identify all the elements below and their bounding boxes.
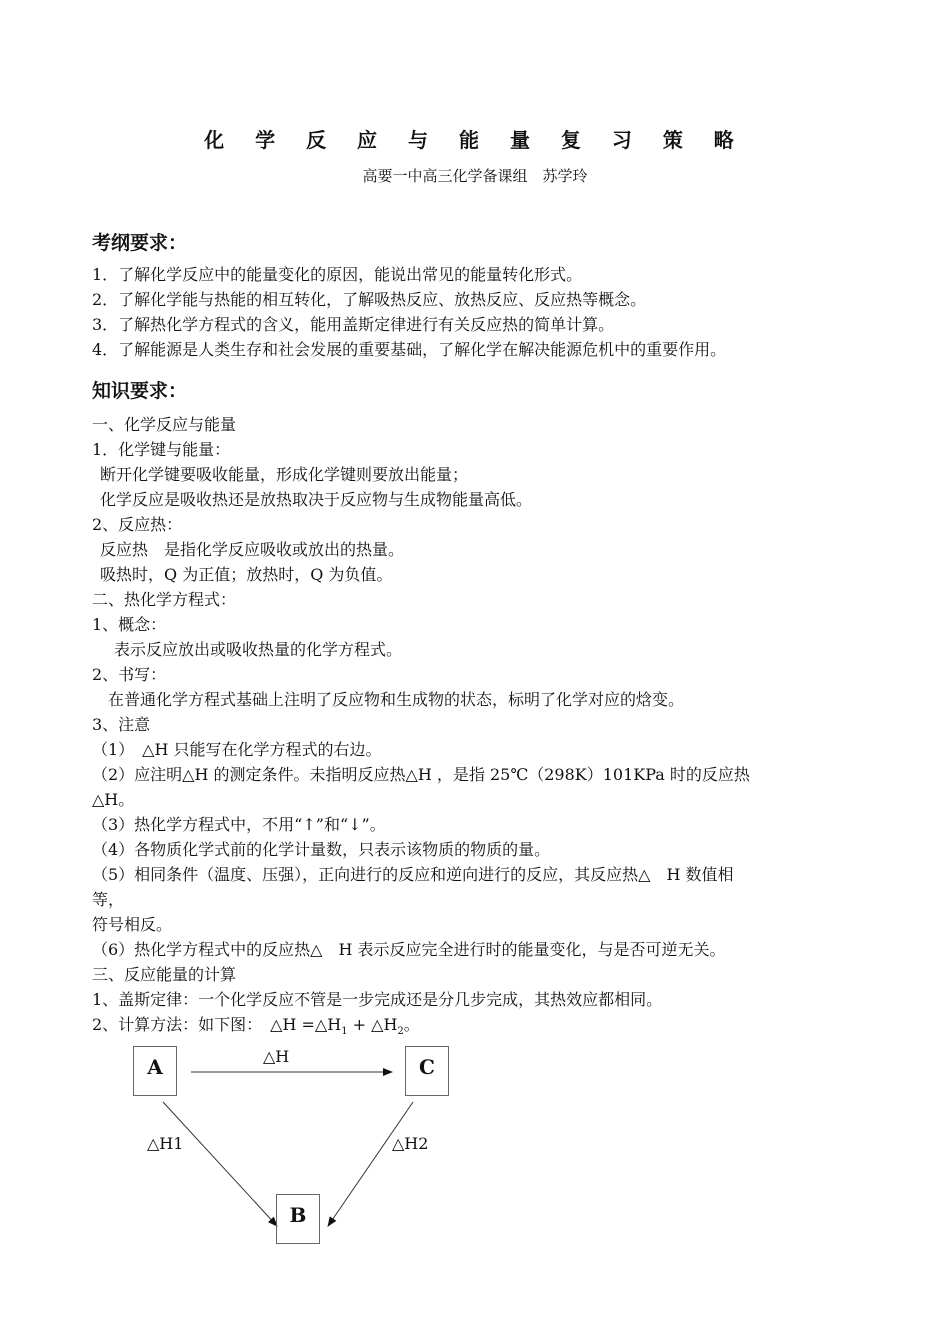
kaogang-item: 4．了解能源是人类生存和社会发展的重要基础，了解化学在解决能源危机中的重要作用。 — [92, 340, 727, 359]
kaogang-item: 2．了解化学能与热能的相互转化，了解吸热反应、放热反应、反应热等概念。 — [92, 290, 647, 309]
subsection-heading: 1、概念： — [92, 615, 167, 634]
subsection-heading: 2、书写： — [92, 665, 167, 684]
box-a: A — [133, 1046, 177, 1096]
body-text: 断开化学键要吸收能量，形成化学键则要放出能量； — [100, 465, 469, 484]
note-item-continued: 符号相反。 — [92, 915, 173, 934]
zhishi-heading: 知识要求： — [92, 380, 188, 402]
note-item: （6）热化学方程式中的反应热△ H 表示反应完全进行时的能量变化，与是否可逆无关。 — [92, 940, 726, 959]
note-item: （1） △H 只能写在化学方程式的右边。 — [92, 740, 382, 759]
label-delta-h1: △H1 — [147, 1134, 184, 1153]
calc-sub-2: 2 — [397, 1026, 404, 1038]
label-delta-h2: △H2 — [392, 1134, 429, 1153]
calc-suffix: 。 — [403, 1015, 420, 1034]
note-item: （4）各物质化学式前的化学计量数，只表示该物质的物质的量。 — [92, 840, 551, 859]
body-text: 反应热 是指化学反应吸收或放出的热量。 — [100, 540, 405, 559]
zhishi-body — [92, 412, 872, 1037]
calc-sub-1: 1 — [341, 1026, 348, 1038]
arrow-a-to-b — [163, 1102, 277, 1226]
kaogang-list — [92, 262, 872, 362]
subsection-heading: 2、反应热： — [92, 515, 183, 534]
body-text: 在普通化学方程式基础上注明了反应物和生成物的状态，标明了化学对应的焓变。 — [108, 690, 685, 709]
section-heading: 三、反应能量的计算 — [92, 965, 237, 984]
body-text: 吸热时，Q 为正值；放热时，Q 为负值。 — [100, 565, 393, 584]
note-item: （2）应注明△H 的测定条件。未指明反应热△H ，是指 25℃（298K）101KPa 时的反应热 — [92, 765, 750, 784]
note-item-continued: 等， — [92, 890, 125, 909]
kaogang-item: 1．了解化学反应中的能量变化的原因，能说出常见的能量转化形式。 — [92, 265, 583, 284]
box-c: C — [405, 1046, 449, 1096]
page-title: 化 学 反 应 与 能 量 复 习 策 略 — [204, 128, 746, 152]
hess-law-diagram — [0, 1030, 950, 1330]
calc-mid: + △H — [347, 1015, 398, 1034]
subsection-heading: 1．化学键与能量： — [92, 440, 231, 459]
subsection-heading: 3、注意 — [92, 715, 151, 734]
author-line: 高要一中高三化学备课组 苏学玲 — [362, 167, 588, 185]
body-text: 1、盖斯定律：一个化学反应不管是一步完成还是分几步完成，其热效应都相同。 — [92, 990, 663, 1009]
box-b: B — [276, 1194, 320, 1244]
kaogang-item: 3．了解热化学方程式的含义，能用盖斯定律进行有关反应热的简单计算。 — [92, 315, 615, 334]
section-heading: 二、热化学方程式： — [92, 590, 237, 609]
body-text: 表示反应放出或吸收热量的化学方程式。 — [114, 640, 403, 659]
label-delta-h: △H — [263, 1047, 290, 1066]
section-heading: 一、化学反应与能量 — [92, 415, 237, 434]
calc-prefix: 2、计算方法：如下图： △H =△H — [92, 1015, 342, 1034]
body-text: 化学反应是吸收热还是放热取决于反应物与生成物能量高低。 — [100, 490, 533, 509]
note-item: （5）相同条件（温度、压强），正向进行的反应和逆向进行的反应，其反应热△ H 数值相 — [92, 865, 734, 884]
arrow-c-to-b — [328, 1102, 413, 1226]
kaogang-heading: 考纲要求： — [92, 232, 188, 254]
note-item-continued: △H。 — [92, 790, 135, 809]
note-item: （3）热化学方程式中，不用“↑”和“↓”。 — [92, 815, 386, 834]
